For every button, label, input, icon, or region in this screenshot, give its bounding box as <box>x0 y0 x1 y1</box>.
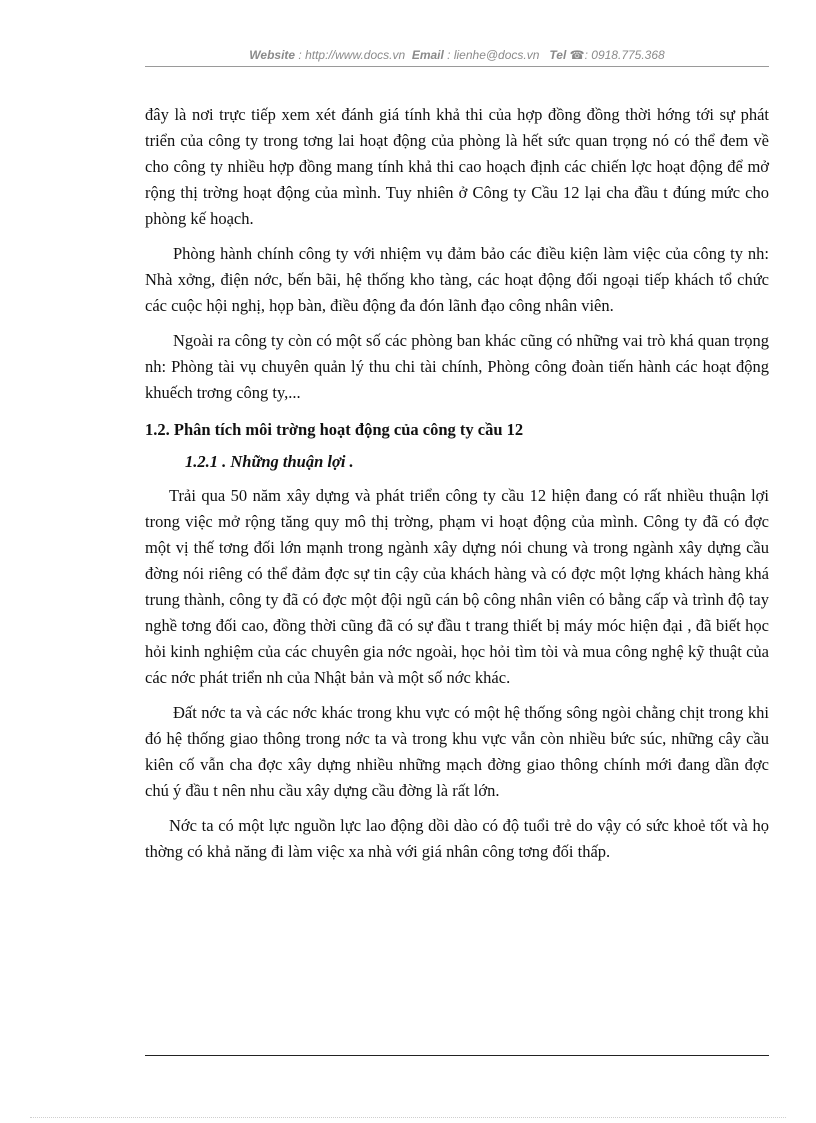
footer-divider <box>145 1055 769 1056</box>
header-divider <box>145 66 769 67</box>
page-header <box>145 48 769 62</box>
email-value: : lienhe@docs.vn <box>447 48 540 62</box>
website-label: Website <box>249 48 296 62</box>
email-label: Email <box>411 48 444 62</box>
paragraph-6: Nớc ta có một lực nguồn lực lao động dồi dào có độ tuổi trẻ do vậy có sức khoẻ tốt và họ thờng có khả năng đi làm việc xa nhà với giá nhân công tơng đối thấp. <box>145 816 769 861</box>
page-bottom-edge <box>30 1117 786 1118</box>
section-heading: 1.2. Phân tích môi trờng hoạt động của công ty cầu 12 <box>145 420 524 439</box>
subsection-heading: 1.2.1 . Những thuận lợi . <box>185 452 354 471</box>
tel-value: ☎: 0918.775.368 <box>569 48 665 62</box>
website-value: : http://www.docs.vn <box>298 48 406 62</box>
tel-label: Tel <box>549 48 567 62</box>
paragraph-3: Ngoài ra công ty còn có một số các phòng ban khác cũng có những vai trò khá quan trọng nh: Phòng tài vụ chuyên quản lý thu chi tài chính, Phòng công đoàn tiến hành các hoạt động khuếch trơng công ty,... <box>145 331 769 402</box>
paragraph-4: Trải qua 50 năm xây dựng và phát triển công ty cầu 12 hiện đang có rất nhiều thuận lợi trong việc mở rộng tăng quy mô thị trờng, phạm vi hoạt động của mình. Công ty đã có đợc một vị thế tơng đối lớn mạnh trong ngành xây dựng nói chung và trong ngành xây dựng cầu đờng nói riêng có thể đảm đợc sự tin cậy của khách hàng và có đợc một lợng khách hàng khá trung thành, công ty đã có đợc một đội ngũ cán bộ công nhân viên có bằng cấp và trình độ tay nghề tơng đối cao, đồng thời cũng đã có sự đầu t trang thiết bị máy móc hiện đại , đã biết học hỏi kinh nghiệm của các chuyên gia nớc ngoài, học hỏi tìm tòi và mua công nghệ kỹ thuật của các nớc phát triển nh của Nhật bản và một số nớc khác. <box>145 486 769 687</box>
paragraph-5: Đất nớc ta và các nớc khác trong khu vực có một hệ thống sông ngòi chằng chịt trong khi đó hệ thống giao thông trong nớc ta và trong khu vực vẫn còn nhiều bức súc, những cây cầu kiên cố vẫn cha đợc xây dựng nhiều những mạch đờng giao thông chính mới đang dần đợc chú ý đầu t nên nhu cầu xây dựng cầu đờng là rất lớn. <box>145 703 769 800</box>
paragraph-1: đây là nơi trực tiếp xem xét đánh giá tính khả thi của hợp đồng đồng thời hớng tới sự phát triển của công ty trong tơng lai hoạt động của phòng là hết sức quan trọng nó có thể đem về cho công ty nhiều hợp đồng mang tính khả thi cao hoạch định các chiến lợc hoạt động để mở rộng thị trờng hoạt động của mình. Tuy nhiên ở Công ty Cầu 12 lại cha đầu t đúng mức cho phòng kế hoạch. <box>145 105 769 228</box>
paragraph-2: Phòng hành chính công ty với nhiệm vụ đảm bảo các điều kiện làm việc của công ty nh: Nhà xởng, điện nớc, bến bãi, hệ thống kho tàng, các hoạt động đối ngoại tiếp khách tổ chức các cuộc hội nghị, họp bàn, điều động đa đón lãnh đạo công nhân viên. <box>145 244 769 315</box>
document-body <box>145 102 769 874</box>
